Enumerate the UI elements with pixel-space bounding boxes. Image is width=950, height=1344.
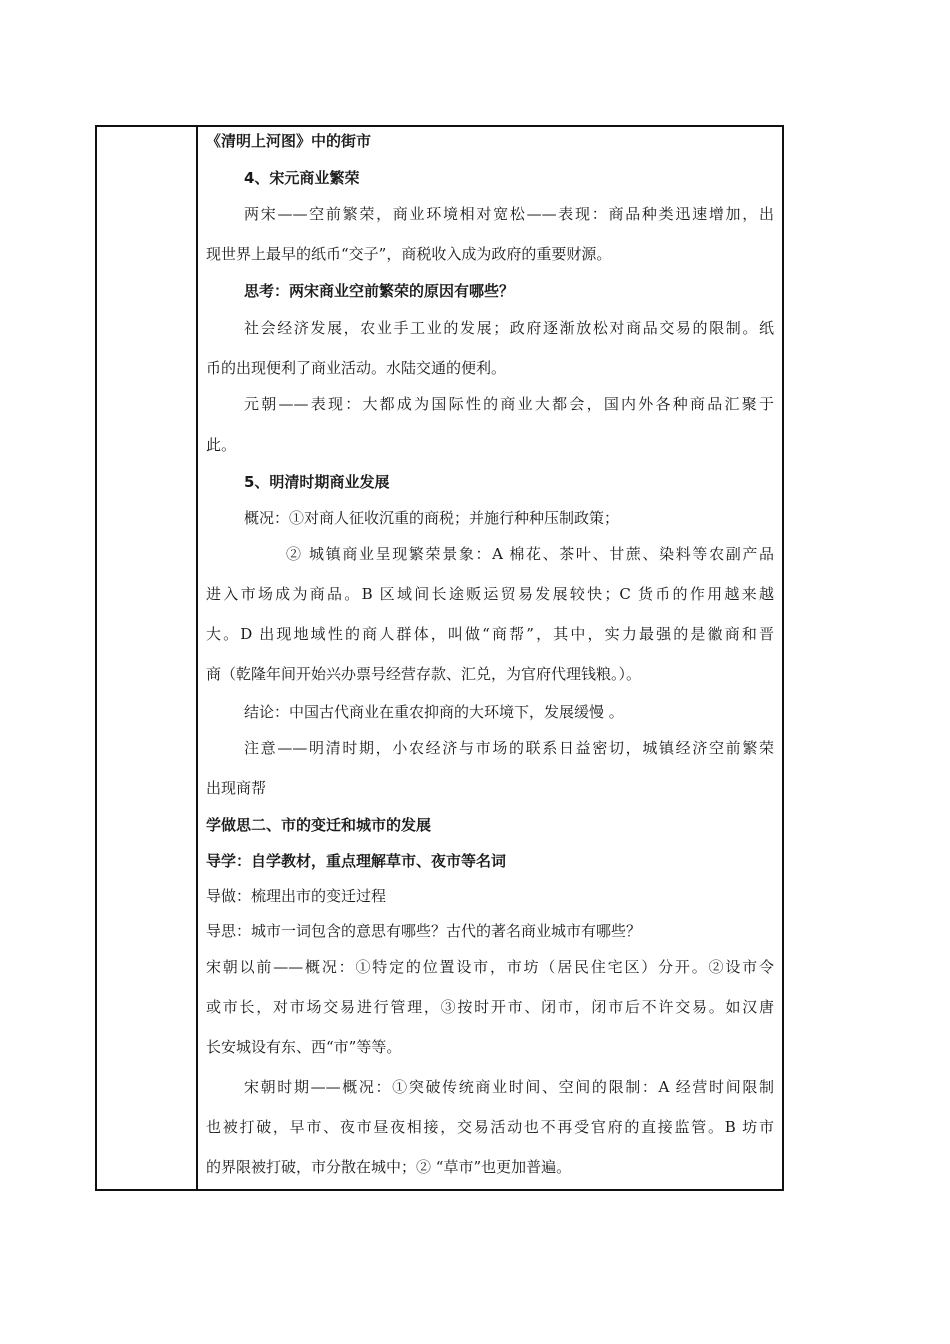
heading-ming-qing: 5、明清时期商业发展 xyxy=(244,473,390,491)
question-song: 思考：两宋商业空前繁荣的原因有哪些？ xyxy=(244,282,515,300)
heading-section-two: 学做思二、市的变迁和城市的发展 xyxy=(206,816,432,834)
text-line: 或市长，对市场交易进行管理，③按时开市、闭市，闭市后不许交易。如汉唐 xyxy=(206,998,774,1016)
text-line: 币的出现便利了商业活动。水陆交通的便利。 xyxy=(206,359,507,377)
text-line: 注意——明清时期，小农经济与市场的联系日益密切，城镇经济空前繁荣 xyxy=(244,739,774,757)
text-line: 现世界上最早的纸币“交子”，商税收入成为政府的重要财源。 xyxy=(206,245,612,263)
text-line: 两宋——空前繁荣，商业环境相对宽松——表现：商品种类迅速增加，出 xyxy=(244,205,774,223)
text-line: 宋朝时期——概况：①突破传统商业时间、空间的限制：A 经营时间限制 xyxy=(244,1078,774,1096)
guide-study: 导学：自学教材，重点理解草市、夜市等名词 xyxy=(206,852,507,870)
text-line: 元朝——表现：大都成为国际性的商业大都会，国内外各种商品汇聚于 xyxy=(244,395,774,413)
content-cell xyxy=(200,127,782,1189)
text-line: 商（乾隆年间开始兴办票号经营存款、汇兑，为官府代理钱粮。）。 xyxy=(206,665,642,683)
text-line: ② 城镇商业呈现繁荣景象：A 棉花、茶叶、甘蔗、染料等农副产品 xyxy=(286,545,774,563)
text-line: 出现商帮 xyxy=(206,779,267,797)
heading-song-yuan: 4、宋元商业繁荣 xyxy=(244,169,360,187)
text-line: 进入市场成为商品。B 区域间长途贩运贸易发展较快；C 货币的作用越来越 xyxy=(206,585,774,603)
text-line: 大。D 出现地域性的商人群体，叫做“商帮”，其中，实力最强的是徽商和晋 xyxy=(206,625,774,643)
text-line: 概况：①对商人征收沉重的商税；并施行种种压制政策； xyxy=(244,509,620,527)
text-line: 宋朝以前——概况：①特定的位置设市，市坊（居民住宅区）分开。②设市令 xyxy=(206,958,774,976)
guide-think: 导思：城市一词包含的意思有哪些？古代的著名商业城市有哪些？ xyxy=(206,922,642,940)
heading-qingming: 《清明上河图》中的街市 xyxy=(206,132,372,150)
text-line: 结论：中国古代商业在重农抑商的大环境下，发展缓慢 。 xyxy=(244,703,624,721)
text-line: 也被打破，早市、夜市昼夜相接，交易活动也不再受官府的直接监管。B 坊市 xyxy=(206,1118,774,1136)
text-line: 此。 xyxy=(206,436,237,454)
lesson-table xyxy=(95,125,784,1191)
column-divider xyxy=(196,127,198,1189)
text-line: 的界限被打破，市分散在城中；② “草市”也更加普遍。 xyxy=(206,1158,572,1176)
text-line: 社会经济发展，农业手工业的发展；政府逐渐放松对商品交易的限制。纸 xyxy=(244,319,774,337)
guide-do: 导做：梳理出市的变迁过程 xyxy=(206,887,387,905)
text-line: 长安城设有东、西“市”等等。 xyxy=(206,1038,402,1056)
